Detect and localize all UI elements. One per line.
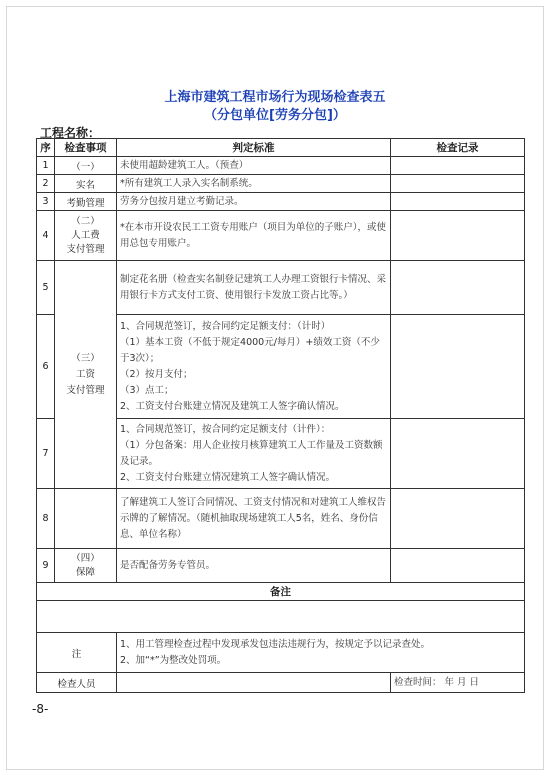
row-seq: 3 [37, 193, 55, 211]
page-title: 上海市建筑工程市场行为现场检查表五 [164, 90, 386, 105]
item-group-2-a: （二） [71, 215, 100, 227]
standard-line: （1）分包备案：用人企业按月核算建筑工人工作量及工资数额及记录。 [120, 439, 383, 467]
item-group-1-c: 考勤管理 [55, 193, 117, 211]
row-standard: 未使用超龄建筑工人。（预查） [117, 157, 391, 175]
item-group-4 [55, 549, 117, 583]
table-row [37, 261, 525, 315]
item-group-4-b: 保障 [75, 566, 95, 578]
inspector-field[interactable] [117, 673, 391, 693]
standard-line: （1）基本工资（不低于规定4000元/每月）+绩效工资（不少于3次）； [120, 336, 380, 364]
item-group-4-a: （四） [71, 552, 100, 564]
row-record[interactable] [391, 315, 525, 419]
header-row [37, 139, 525, 157]
remarks-header-row [37, 583, 525, 601]
row-standard: 是否配备劳务专管员。 [117, 549, 391, 583]
row-seq: 9 [37, 549, 55, 583]
standard-line: 2、工资支付台账建立情况及建筑工人签字确认情况。 [120, 400, 345, 412]
item-group-1-a: （一） [55, 157, 117, 175]
project-name-label: 工程名称： [40, 126, 101, 140]
note-line: 2、加“*”为整改处罚项。 [120, 654, 227, 666]
page-number: -8- [32, 702, 49, 716]
table-row [37, 549, 525, 583]
row-standard [117, 315, 391, 419]
remarks-field[interactable] [37, 601, 525, 633]
remarks-row [37, 601, 525, 633]
header-seq: 序 [37, 139, 55, 157]
header-record: 检查记录 [391, 139, 525, 157]
item-group-2 [55, 211, 117, 261]
row-record[interactable] [391, 419, 525, 489]
inspection-time: 检查时间： 年 月 日 [391, 673, 525, 693]
table-row [37, 175, 525, 193]
header-item: 检查事项 [55, 139, 117, 157]
inspector-row [37, 673, 525, 693]
table-row [37, 193, 525, 211]
row-record[interactable] [391, 193, 525, 211]
note-label: 注 [37, 633, 117, 673]
item-group-3-c: 支付管理 [66, 384, 105, 396]
item-group-2-b: 人工费 [71, 229, 100, 241]
row-seq: 8 [37, 489, 55, 549]
row-standard: 制定花名册（检查实名制登记建筑工人办理工资银行卡情况、采用银行卡方式支付工资、使用银行卡发放工资占比等。） [117, 261, 391, 315]
row-record[interactable] [391, 489, 525, 549]
row-standard: 了解建筑工人签订合同情况、工资支付情况和对建筑工人维权告示牌的了解情况。（随机抽取现场建筑工人5名，姓名、身份信息、单位名称） [117, 489, 391, 549]
row-seq: 1 [37, 157, 55, 175]
row-record[interactable] [391, 211, 525, 261]
row-seq: 5 [37, 261, 55, 315]
notes-text [117, 633, 525, 673]
item-group-3-a: （三） [71, 352, 100, 364]
standard-line: （3）点工； [120, 384, 174, 396]
row-record[interactable] [391, 549, 525, 583]
row-record[interactable] [391, 261, 525, 315]
row-standard: *所有建筑工人录入实名制系统。 [117, 175, 391, 193]
item-group-3 [55, 261, 117, 489]
table-row [37, 211, 525, 261]
inspection-table [36, 138, 525, 693]
row-seq: 2 [37, 175, 55, 193]
note-line: 1、用工管理检查过程中发现承发包违法违规行为，按规定予以记录查处。 [120, 638, 431, 650]
page-subtitle: （分包单位[劳务分包]） [204, 108, 346, 123]
table-row [37, 489, 525, 549]
standard-line: 2、工资支付台账建立情况建筑工人签字确认情况。 [120, 471, 336, 483]
standard-line: 1、合同规范签订，按合同约定足额支付（计件）： [120, 423, 331, 435]
row-seq: 6 [37, 315, 55, 419]
notes-row [37, 633, 525, 673]
row-standard: 劳务分包按月建立考勤记录。 [117, 193, 391, 211]
row-record[interactable] [391, 157, 525, 175]
table-row [37, 157, 525, 175]
row-standard: *在本市开设农民工工资专用账户（项目为单位的子账户），或使用总包专用账户。 [117, 211, 391, 261]
standard-line: （2）按月支付； [120, 368, 193, 380]
header-standard: 判定标准 [117, 139, 391, 157]
remarks-label: 备注 [37, 583, 525, 601]
item-group-3-b: 工资 [75, 368, 95, 380]
standard-line: 1、合同规范签订，按合同约定足额支付：（计时） [120, 320, 331, 332]
row-seq: 4 [37, 211, 55, 261]
inspector-label: 检查人员 [37, 673, 117, 693]
item-group-1-b: 实名 [55, 175, 117, 193]
row-record[interactable] [391, 175, 525, 193]
row-seq: 7 [37, 419, 55, 489]
row-standard [117, 419, 391, 489]
item-group-2-c: 支付管理 [66, 243, 105, 255]
item-empty [55, 489, 117, 549]
